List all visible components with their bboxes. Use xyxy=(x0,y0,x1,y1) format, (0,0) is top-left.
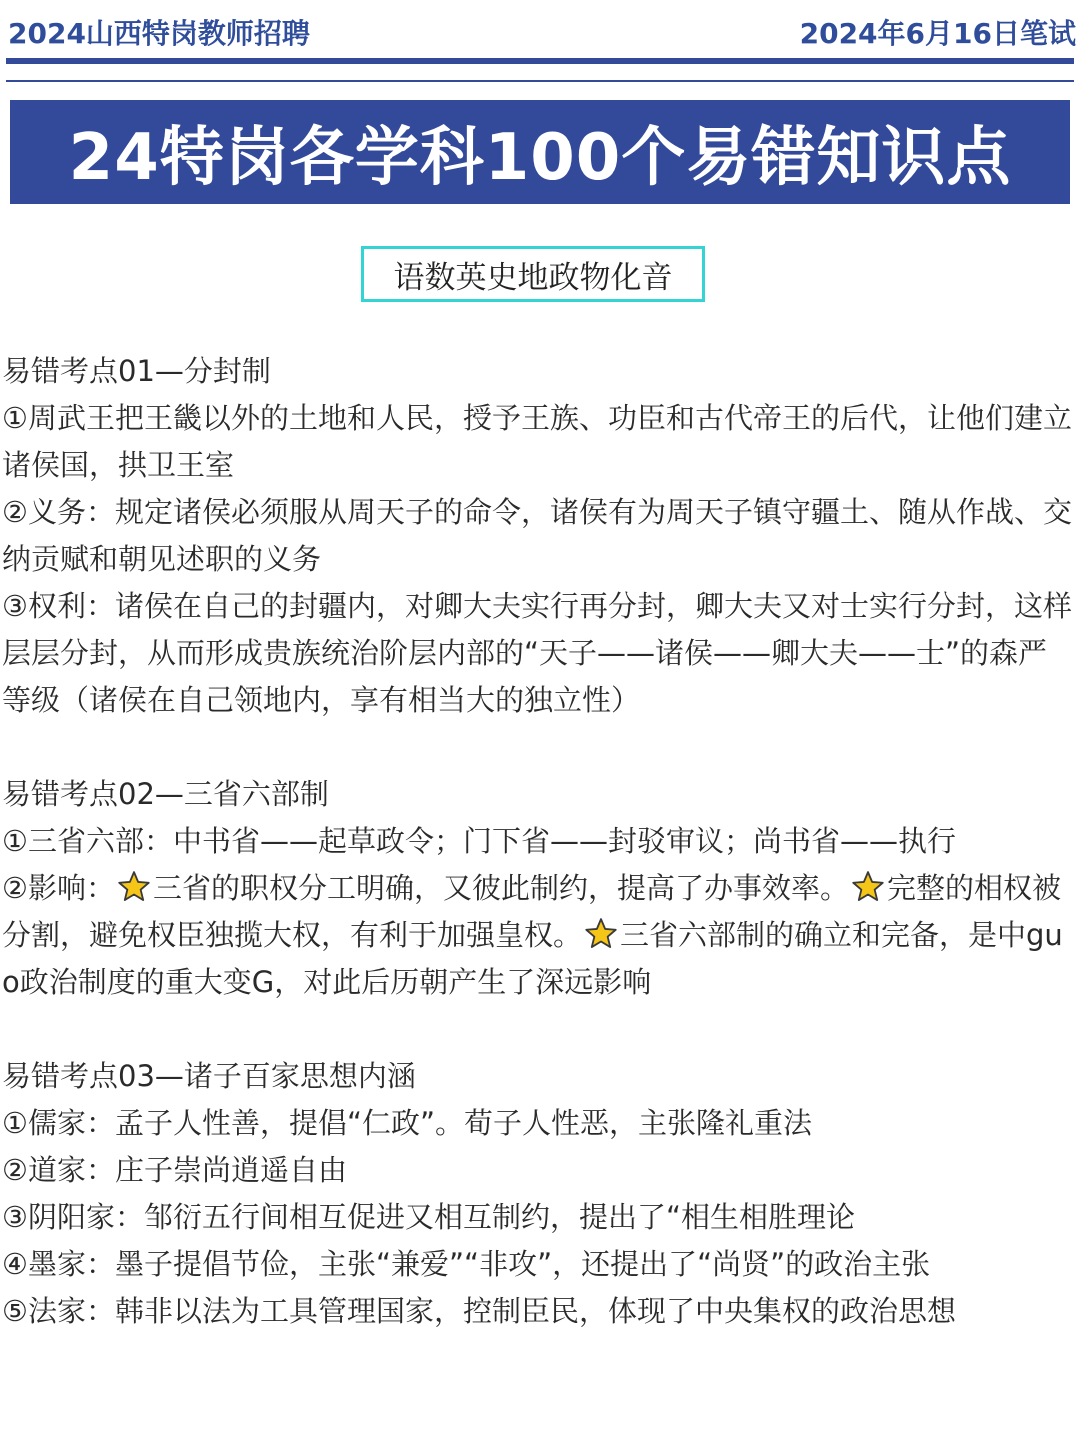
header-right-text: 2024年6月16日笔试 xyxy=(799,17,1076,50)
header-divider-thin xyxy=(6,80,1074,82)
list-item: ①儒家：孟子人性善，提倡“仁政”。荀子人性恶，主张隆礼重法 xyxy=(2,1106,813,1140)
section-02 xyxy=(2,771,1074,1006)
subject-tag: 语数英史地政物化音 xyxy=(361,246,705,302)
list-item: ①三省六部：中书省——起草政令；门下省——封驳审议；尚书省——执行 xyxy=(2,824,956,858)
influence-point: 三省的职权分工明确，又彼此制约，提高了办事效率。 xyxy=(153,871,850,905)
list-item: ②义务：规定诸侯必须服从周天子的命令，诸侯有为周天子镇守疆土、随从作战、交纳贡赋和朝见述职的义务 xyxy=(2,495,1072,576)
page-title: 24特岗各学科100个易错知识点 xyxy=(68,121,1012,195)
influence-point: 完整的相权被分割，避免权臣独揽大权，有利于加强皇权。 xyxy=(2,871,1062,952)
list-item: ①周武王把王畿以外的土地和人民，授予王族、功臣和古代帝王的后代，让他们建立诸侯国，拱卫王室 xyxy=(2,401,1072,482)
list-item: ③阴阳家：邹衍五行间相互促进又相互制约，提出了“相生相胜理论 xyxy=(2,1200,856,1234)
section-01 xyxy=(2,348,1074,724)
star-icon xyxy=(117,870,151,904)
section-title: 易错考点02—三省六部制 xyxy=(2,777,329,811)
list-item-influence xyxy=(2,865,1074,1006)
influence-point: 三省六部制的确立和完备，是中guo政治制度的重大变G，对此后历朝产生了深远影响 xyxy=(2,918,1063,999)
section-title: 易错考点01—分封制 xyxy=(2,354,271,388)
influence-prefix: ②影响： xyxy=(2,871,115,905)
section-title: 易错考点03—诸子百家思想内涵 xyxy=(2,1059,416,1093)
header-divider-thick xyxy=(6,58,1074,64)
list-item: ②道家：庄子崇尚逍遥自由 xyxy=(2,1153,347,1187)
section-03 xyxy=(2,1053,1074,1335)
content-body xyxy=(2,348,1074,1382)
header-row xyxy=(8,12,1076,52)
list-item: ③权利：诸侯在自己的封疆内，对卿大夫实行再分封，卿大夫又对士实行分封，这样层层分封，从而形成贵族统治阶层内部的“天子——诸侯——卿大夫——士”的森严等级（诸侯在自己领地内，享有相当大的独立性） xyxy=(2,589,1072,717)
header-left-text: 2024山西特岗教师招聘 xyxy=(8,17,310,50)
star-icon xyxy=(851,870,885,904)
list-item: ⑤法家：韩非以法为工具管理国家，控制臣民，体现了中央集权的政治思想 xyxy=(2,1294,956,1328)
list-item: ④墨家：墨子提倡节俭，主张“兼爱”“非攻”，还提出了“尚贤”的政治主张 xyxy=(2,1247,931,1281)
title-banner xyxy=(10,100,1070,204)
star-icon xyxy=(584,917,618,951)
